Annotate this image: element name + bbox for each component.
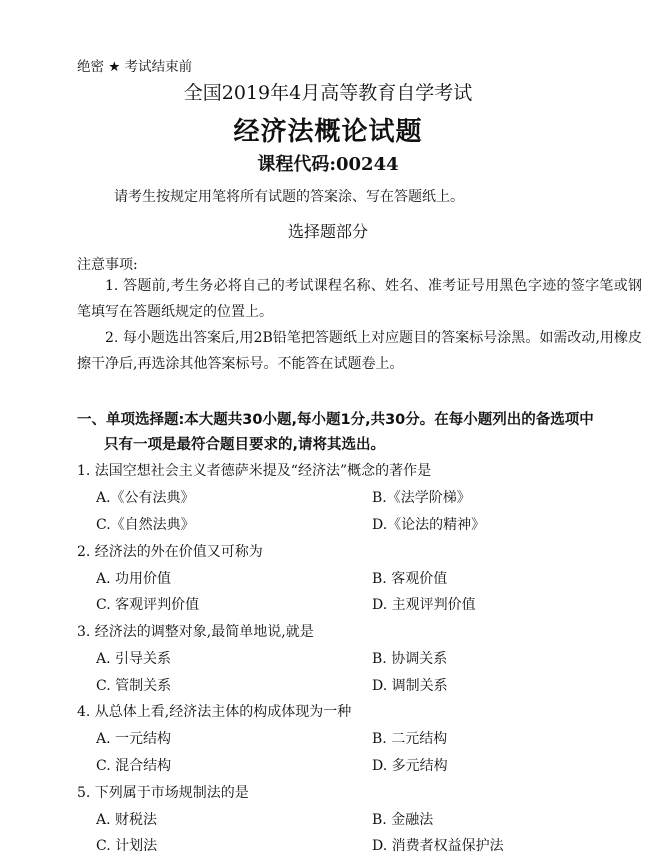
answer-instruction: 请考生按规定用笔将所有试题的答案涂、写在答题纸上。 [114,189,464,205]
confidential-mark: 绝密 ★ 考试结束前 [77,59,193,75]
question-option: D. 消费者权益保护法 [372,838,504,854]
question-option: D.《论法的精神》 [372,517,486,533]
part-title: 选择题部分 [287,222,368,241]
question-option: A. 引导关系 [96,651,172,667]
question-option: A. 一元结构 [96,731,172,747]
question-option: B. 二元结构 [372,731,448,747]
question-option: B. 协调关系 [372,651,448,667]
question-option: C. 计划法 [96,838,158,854]
question-option: C. 混合结构 [96,758,172,774]
question-option: C.《自然法典》 [96,517,195,533]
question-option: D. 调制关系 [372,678,448,694]
note-item: 2. 每小题选出答案后,用2B铅笔把答题纸上对应题目的答案标号涂黑。如需改动,用橡皮擦干净后,再选涂其他答案标号。不能答在试题卷上。 [77,330,642,372]
question-stem: 1. 法国空想社会主义者德萨米提及“经济法”概念的著作是 [77,463,432,479]
question-option: C. 管制关系 [96,678,172,694]
question-option: D. 主观评判价值 [372,597,476,613]
question-option: C. 客观评判价值 [96,597,200,613]
exam-title: 全国2019年4月高等教育自学考试 [183,82,473,104]
subject-title: 经济法概论试题 [233,117,423,147]
section-heading: 一、单项选择题:本大题共30小题,每小题1分,共30分。在每小题列出的备选项中 [77,412,594,428]
question-option: A. 财税法 [96,812,158,828]
question-stem: 3. 经济法的调整对象,最简单地说,就是 [77,624,314,640]
question-option: B. 金融法 [372,812,434,828]
section-heading-cont: 只有一项是最符合题目要求的,请将其选出。 [104,437,386,453]
question-option: B.《法学阶梯》 [372,490,471,506]
notes-title: 注意事项: [77,257,138,273]
question-stem: 2. 经济法的外在价值又可称为 [77,544,263,560]
question-stem: 5. 下列属于市场规制法的是 [77,785,249,801]
note-item: 1. 答题前,考生务必将自己的考试课程名称、姓名、准考证号用黑色字迹的签字笔或钢笔填写在答题纸规定的位置上。 [77,278,642,320]
question-option: B. 客观价值 [372,571,448,587]
question-option: D. 多元结构 [372,758,448,774]
question-option: A.《公有法典》 [96,490,195,506]
course-code: 课程代码:00244 [257,154,399,175]
question-option: A. 功用价值 [96,571,172,587]
question-stem: 4. 从总体上看,经济法主体的构成体现为一种 [77,704,352,720]
